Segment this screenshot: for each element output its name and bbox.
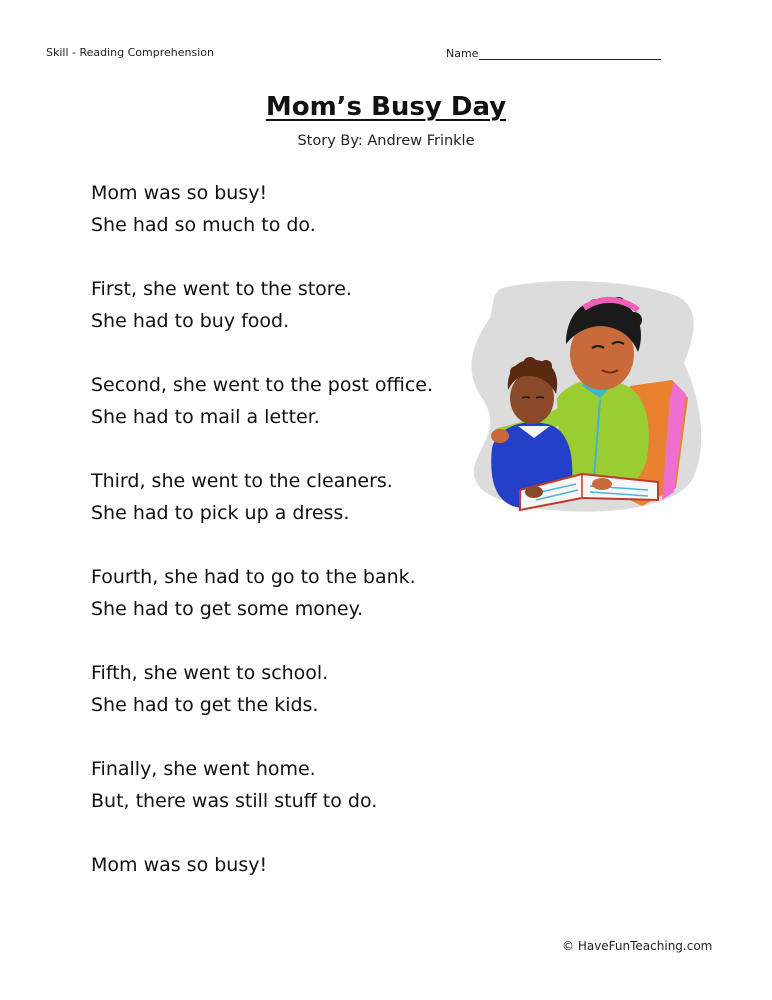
- story-line: Mom was so busy!: [91, 854, 268, 876]
- story-line: She had to pick up a dress.: [91, 502, 350, 524]
- stanza-2: [91, 273, 471, 337]
- boy-hair-curl: [540, 360, 552, 372]
- stanza-7: [91, 753, 471, 817]
- stanza-8: [91, 849, 471, 881]
- story-line: She had to mail a letter.: [91, 406, 320, 428]
- worksheet-title: Mom’s Busy Day: [265, 92, 507, 122]
- story-line: First, she went to the store.: [91, 278, 352, 300]
- boy-hair-curl: [510, 366, 522, 378]
- story-line: Finally, she went home.: [91, 758, 316, 780]
- name-field: [446, 46, 661, 60]
- story-line: She had to get the kids.: [91, 694, 319, 716]
- story-line: Second, she went to the post office.: [91, 374, 434, 396]
- boy-hand: [525, 486, 543, 498]
- story-line: Mom was so busy!: [91, 182, 268, 204]
- stanza-3: [91, 369, 471, 433]
- skill-label: Skill - Reading Comprehension: [46, 46, 214, 59]
- story-line: Fourth, she had to go to the bank.: [91, 566, 416, 588]
- mom-hand: [491, 429, 509, 443]
- mom-hair-curl: [572, 312, 588, 328]
- stanza-1: [91, 177, 471, 241]
- name-write-line[interactable]: [479, 46, 661, 60]
- story-line: Fifth, she went to school.: [91, 662, 329, 684]
- name-label: Name: [446, 47, 479, 60]
- boy-hair-curl: [523, 357, 537, 371]
- story-line: She had so much to do.: [91, 214, 316, 236]
- mother-reading-with-child-icon: [462, 278, 712, 518]
- story-line: She had to buy food.: [91, 310, 290, 332]
- mom-hair-curl: [626, 312, 642, 328]
- mom-book-hand: [592, 478, 612, 490]
- story-byline: Story By: Andrew Frinkle: [297, 133, 475, 149]
- story-text: [91, 177, 471, 913]
- story-line: But, there was still stuff to do.: [91, 790, 378, 812]
- story-line: She had to get some money.: [91, 598, 364, 620]
- story-line: Third, she went to the cleaners.: [91, 470, 393, 492]
- stanza-5: [91, 561, 471, 625]
- stanza-4: [91, 465, 471, 529]
- stanza-6: [91, 657, 471, 721]
- copyright-footer: © HaveFunTeaching.com: [562, 939, 713, 953]
